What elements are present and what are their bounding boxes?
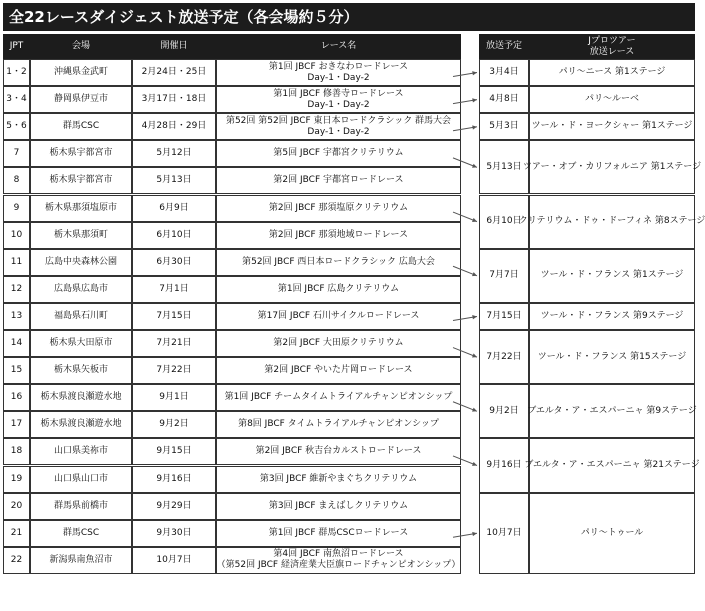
date-cell: 9月29日 [132,493,216,520]
jpt-cell: 13 [3,303,30,330]
venue-cell: 沖縄県金武町 [30,59,132,86]
arrow-head-icon [472,353,477,357]
venue-cell: 群馬CSC [30,113,132,140]
header-jprotour-line: Jプロツアー [588,35,636,46]
jpt-cell: 17 [3,411,30,438]
date-cell: 6月30日 [132,249,216,276]
date-cell: 5月12日 [132,140,216,167]
race-name-cell [216,303,461,330]
header-broadcast: 放送予定 [479,34,529,59]
venue-cell: 広島県広島市 [30,276,132,303]
race-name-cell-line: 第1回 JBCF チームタイムトライアルチャンピオンシップ [224,392,453,403]
header-date: 開催日 [132,34,216,59]
race-name-cell [216,195,461,222]
jpt-cell: 16 [3,384,30,411]
jprotour-race-cell: クリテリウム・ドゥ・ドーフィネ 第8ステージ [529,195,695,249]
race-name-cell-line: 第17回 JBCF 石川サイクルロードレース [257,310,420,321]
race-name-cell [216,384,461,411]
race-name-cell-line: 第5回 JBCF 宇都宮クリテリウム [273,148,404,159]
race-name-cell [216,86,461,113]
race-name-cell [216,493,461,520]
header-jprotour-line: 放送レース [589,46,635,57]
venue-cell: 栃木県渡良瀬遊水地 [30,411,132,438]
race-name-cell [216,520,461,547]
date-cell: 9月15日 [132,438,216,465]
race-name-cell-line: 第2回 JBCF 那須塩原クリテリウム [268,202,409,213]
race-name-cell-line: 第52回 第52回 JBCF 東日本ロードクラシック 群馬大会 [225,115,452,126]
jpt-cell: 20 [3,493,30,520]
broadcast-date-cell: 4月8日 [479,86,529,113]
arrow-head-icon [472,218,477,222]
venue-cell: 栃木県宇都宮市 [30,167,132,194]
jprotour-race-cell: ツール・ド・フランス 第15ステージ [529,330,695,384]
race-name-cell-line: （第52回 JBCF 経済産業大臣旗ロードチャンピオンシップ） [216,560,461,571]
page-title: 全22レースダイジェスト放送予定（各会場約５分） [3,3,695,31]
date-cell: 7月21日 [132,330,216,357]
race-name-cell-line: 第1回 JBCF 修善寺ロードレース [273,88,404,99]
jpt-cell: 10 [3,222,30,249]
venue-cell: 栃木県渡良瀬遊水地 [30,384,132,411]
race-name-cell-line: 第2回 JBCF 大田原クリテリウム [273,338,404,349]
race-name-cell [216,276,461,303]
jpt-cell: 18 [3,438,30,465]
race-name-cell-line: 第1回 JBCF 広島クリテリウム [277,283,400,294]
arrow-head-icon [472,125,477,129]
jpt-cell: 12 [3,276,30,303]
date-cell: 9月30日 [132,520,216,547]
race-name-cell-line: Day-1・Day-2 [307,126,370,137]
jprotour-race-cell: パリ～ルーベ [529,86,695,113]
jpt-cell: 8 [3,167,30,194]
broadcast-date-cell: 5月13日 [479,140,529,194]
race-name-cell [216,466,461,493]
jpt-cell: 11 [3,249,30,276]
arrow-head-icon [472,532,477,536]
venue-cell: 山口県山口市 [30,466,132,493]
race-name-cell-line: 第3回 JBCF まえばしクリテリウム [268,500,409,511]
jpt-cell: 9 [3,195,30,222]
header-race: レース名 [216,34,461,59]
race-name-cell [216,140,461,167]
race-name-cell [216,547,461,574]
arrow-head-icon [472,98,477,102]
date-cell: 4月28日・29日 [132,113,216,140]
broadcast-date-cell: 5月3日 [479,113,529,140]
arrow-head-icon [472,71,477,75]
jprotour-race-cell: ブエルタ・ア・エスパーニャ 第21ステージ [529,438,695,492]
date-cell: 7月1日 [132,276,216,303]
date-cell: 2月24日・25日 [132,59,216,86]
date-cell: 7月15日 [132,303,216,330]
venue-cell: 栃木県那須塩原市 [30,195,132,222]
arrow-head-icon [472,164,477,168]
race-name-cell [216,411,461,438]
jpt-cell: 19 [3,466,30,493]
venue-cell: 栃木県宇都宮市 [30,140,132,167]
venue-cell: 福島県石川町 [30,303,132,330]
header-jpt: JPT [3,34,30,59]
broadcast-date-cell: 7月7日 [479,249,529,303]
jprotour-race-cell: ツール・ド・ヨークシャー 第1ステージ [529,113,695,140]
jprotour-race-cell: ツール・ド・フランス 第1ステージ [529,249,695,303]
venue-cell: 栃木県大田原市 [30,330,132,357]
date-cell: 9月1日 [132,384,216,411]
race-name-cell-line: 第2回 JBCF やいた片岡ロードレース [264,365,413,376]
broadcast-date-cell: 7月15日 [479,303,529,330]
date-cell: 10月7日 [132,547,216,574]
race-name-cell-line: 第52回 JBCF 西日本ロードクラシック 広島大会 [242,256,435,267]
race-name-cell-line: 第2回 JBCF 宇都宮ロードレース [273,175,404,186]
date-cell: 6月9日 [132,195,216,222]
arrow-head-icon [472,315,477,319]
venue-cell: 栃木県矢板市 [30,357,132,384]
venue-cell: 広島中央森林公園 [30,249,132,276]
broadcast-date-cell: 10月7日 [479,493,529,574]
jpt-cell: 14 [3,330,30,357]
jpt-cell: 22 [3,547,30,574]
jpt-cell: 1・2 [3,59,30,86]
date-cell: 9月16日 [132,466,216,493]
venue-cell: 新潟県南魚沼市 [30,547,132,574]
broadcast-date-cell: 9月16日 [479,438,529,492]
venue-cell: 群馬県前橋市 [30,493,132,520]
venue-cell: 群馬CSC [30,520,132,547]
race-name-cell [216,59,461,86]
date-cell: 6月10日 [132,222,216,249]
arrow-head-icon [472,462,477,466]
jpt-cell: 7 [3,140,30,167]
race-name-cell-line: 第1回 JBCF 群馬CSCロードレース [268,527,409,538]
venue-cell: 山口県美祢市 [30,438,132,465]
race-name-cell [216,330,461,357]
race-name-cell-line: 第2回 JBCF 那須地域ロードレース [268,229,409,240]
jpt-cell: 21 [3,520,30,547]
jprotour-race-cell: ツアー・オブ・カリフォルニア 第1ステージ [529,140,695,194]
header-jprotour [529,34,695,59]
date-cell: 5月13日 [132,167,216,194]
race-name-cell-line: 第3回 JBCF 維新やまぐちクリテリウム [259,473,418,484]
race-name-cell-line: Day-1・Day-2 [307,72,370,83]
race-name-cell-line: 第1回 JBCF おきなわロードレース [268,61,409,72]
jpt-cell: 3・4 [3,86,30,113]
race-name-cell [216,113,461,140]
race-name-cell [216,438,461,465]
jprotour-race-cell: パリ～ニース 第1ステージ [529,59,695,86]
broadcast-date-cell: 3月4日 [479,59,529,86]
venue-cell: 栃木県那須町 [30,222,132,249]
date-cell: 7月22日 [132,357,216,384]
schedule-table [3,34,705,607]
race-name-cell-line: 第2回 JBCF 秋吉台カルストロードレース [255,446,422,457]
race-name-cell-line: Day-1・Day-2 [307,99,370,110]
header-venue: 会場 [30,34,132,59]
race-name-cell [216,357,461,384]
arrow-head-icon [472,272,477,276]
jpt-cell: 5・6 [3,113,30,140]
race-name-cell [216,249,461,276]
arrow-head-icon [472,408,477,412]
race-name-cell-line: 第8回 JBCF タイムトライアルチャンピオンシップ [238,419,439,430]
venue-cell: 静岡県伊豆市 [30,86,132,113]
race-name-cell-line: 第4回 JBCF 南魚沼ロードレース [273,549,404,560]
broadcast-date-cell: 9月2日 [479,384,529,438]
race-name-cell [216,222,461,249]
jprotour-race-cell: パリ～トゥール [529,493,695,574]
race-name-cell [216,167,461,194]
jpt-cell: 15 [3,357,30,384]
jprotour-race-cell: ツール・ド・フランス 第9ステージ [529,303,695,330]
broadcast-date-cell: 7月22日 [479,330,529,384]
jprotour-race-cell: ブエルタ・ア・エスパーニャ 第9ステージ [529,384,695,438]
date-cell: 3月17日・18日 [132,86,216,113]
date-cell: 9月2日 [132,411,216,438]
broadcast-date-cell: 6月10日 [479,195,529,249]
